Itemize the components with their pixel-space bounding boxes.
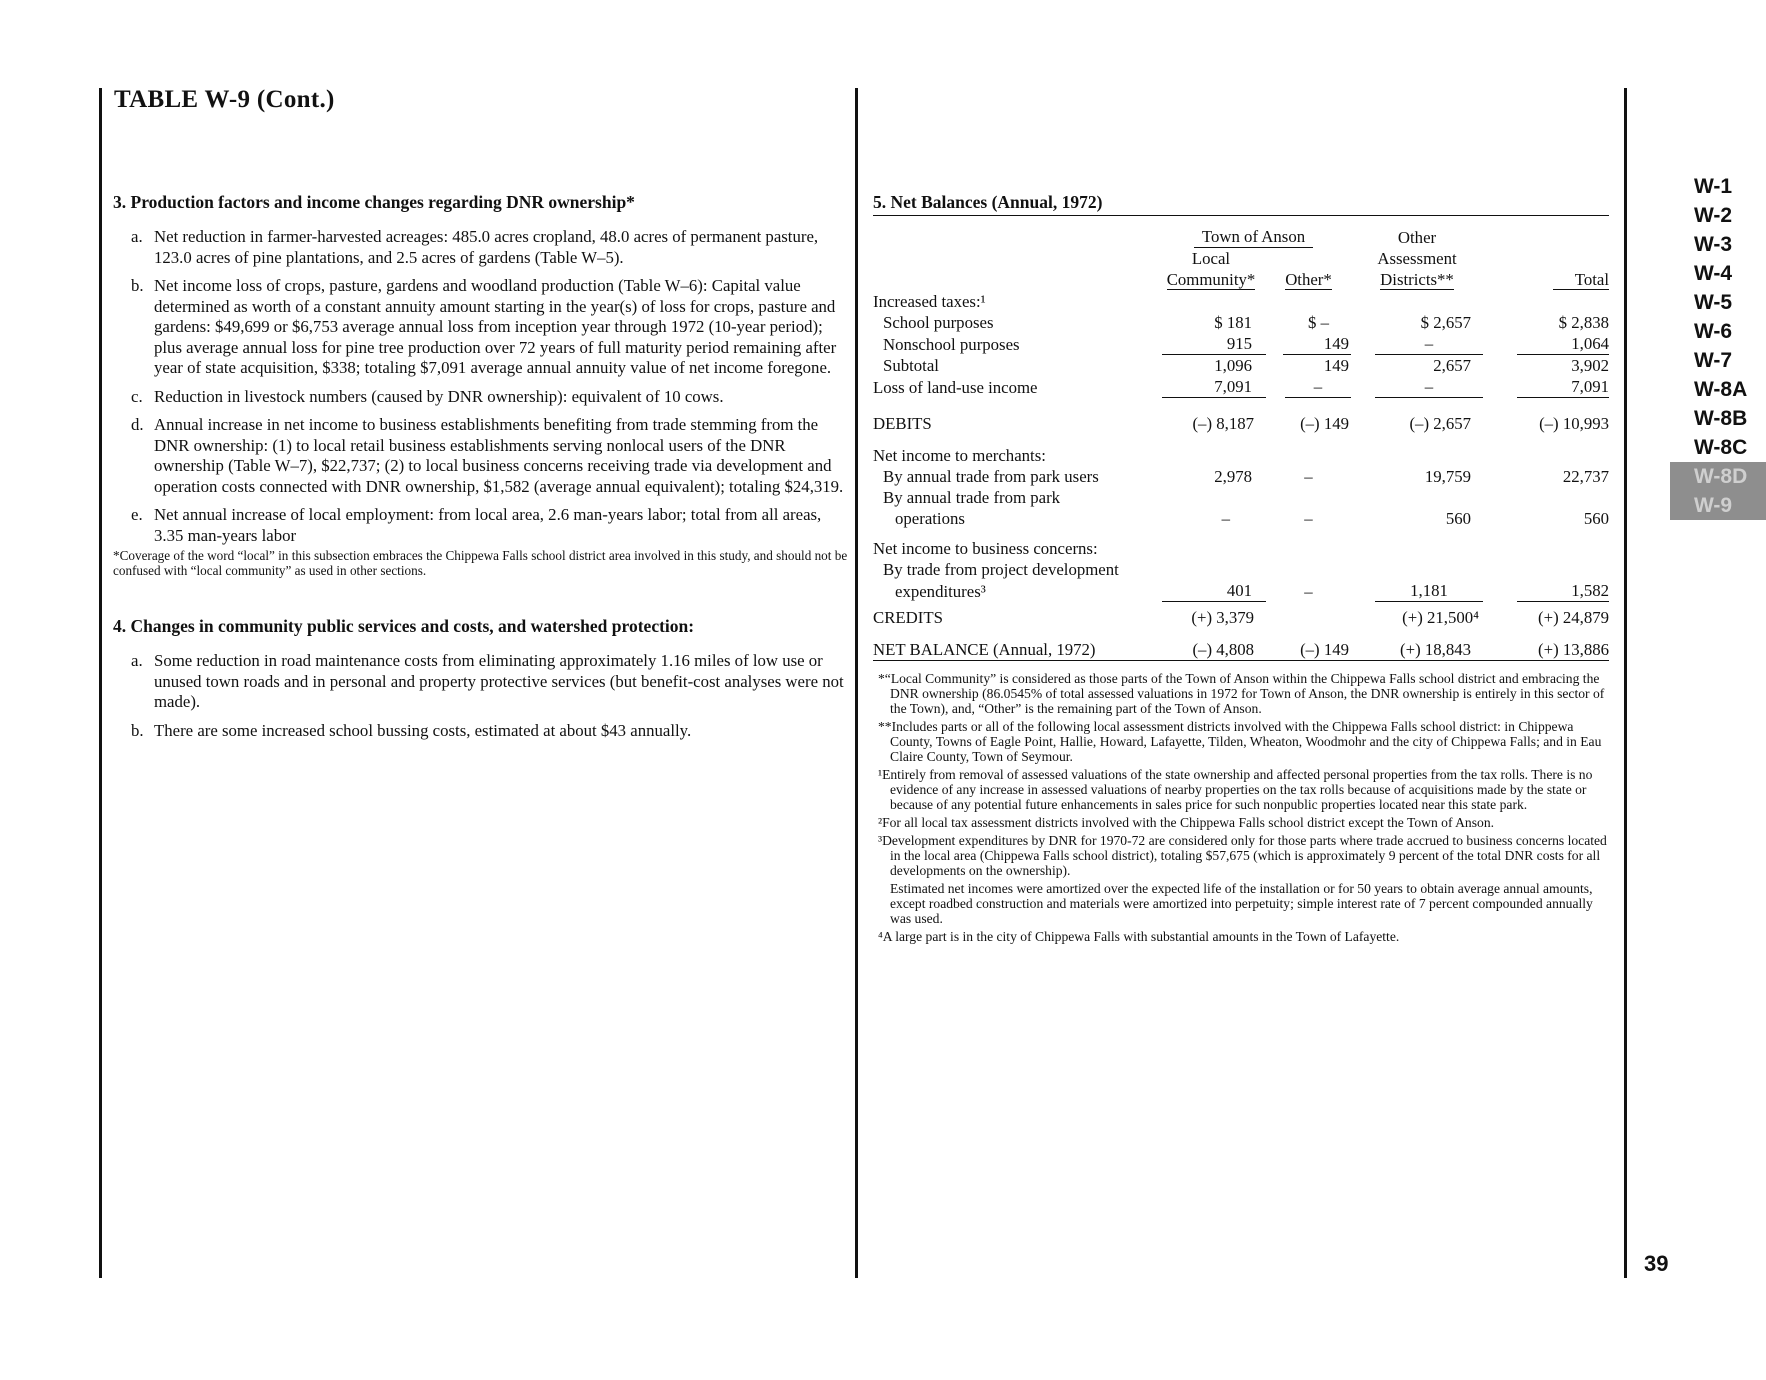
cell-other	[1266, 602, 1351, 628]
section-5-heading: 5. Net Balances (Annual, 1972)	[873, 192, 1609, 216]
section-3-footnote: *Coverage of the word “local” in this subsection embraces the Chippewa Falls school district area involved in this study, and should not be confused with “local community” as used in other sections.	[113, 548, 848, 578]
cell-local: 2,978	[1214, 467, 1252, 486]
cell-total	[1483, 434, 1609, 466]
cell-local: $ 181	[1214, 313, 1252, 332]
cell-assessment: 560	[1445, 509, 1471, 528]
row-label: By annual trade from park	[883, 488, 1061, 507]
cell-local	[1156, 559, 1266, 580]
table-row	[873, 312, 1609, 333]
cell-other: (–) 149	[1266, 628, 1351, 660]
table-row	[873, 290, 1609, 312]
cell-total: $ 2,838	[1558, 313, 1609, 332]
cell-total: 3,902	[1571, 356, 1609, 375]
section-4-heading: 4. Changes in community public services and costs, and watershed protection:	[113, 616, 695, 636]
cell-other: –	[1304, 509, 1313, 528]
cell-local: (+) 3,379	[1191, 608, 1254, 627]
cell-total: 560	[1583, 509, 1609, 528]
cell-assessment: (–) 2,657	[1409, 414, 1471, 433]
cell-local	[1156, 290, 1266, 312]
cell-assessment	[1351, 434, 1483, 466]
cell-assessment	[1351, 487, 1483, 508]
cell-other: 149	[1283, 333, 1351, 355]
item-label: e.	[131, 505, 143, 524]
row-label: Nonschool purposes	[883, 335, 1020, 354]
cell-total: 22,737	[1562, 467, 1609, 486]
item-text: Annual increase in net income to business establishments benefiting from trade stemming from the DNR ownership: (1) to local retail business establishments serving nonlocal users of the DNR ownership (Table W–7), $22,737; (2) to local business concerns receiving trade via development and operation costs connected with DNR ownership, $1,582 (average annual equivalent); totaling $24,319.	[154, 415, 844, 496]
item-label: d.	[131, 415, 144, 434]
page-title: TABLE W-9 (Cont.)	[114, 86, 335, 113]
cell-total: 1,582	[1517, 580, 1609, 602]
list-item	[131, 276, 853, 379]
cell-assessment	[1351, 529, 1483, 559]
column-header: Assessment	[1377, 249, 1457, 268]
cell-other	[1266, 529, 1351, 559]
cell-total	[1483, 290, 1609, 312]
left-column	[113, 192, 853, 749]
item-label: b.	[131, 276, 144, 295]
item-label: c.	[131, 386, 143, 406]
column-group-header: Town of Anson	[1194, 226, 1313, 248]
row-label: Net income to merchants:	[873, 446, 1046, 465]
table-row	[873, 487, 1609, 508]
list-item	[131, 227, 853, 268]
index-tab[interactable]: W-7	[1694, 349, 1733, 372]
item-label: a.	[131, 651, 143, 670]
item-label: a.	[131, 227, 143, 246]
row-label: By annual trade from park users	[883, 467, 1099, 486]
cell-total	[1483, 559, 1609, 580]
index-tab[interactable]: W-5	[1694, 291, 1733, 314]
cell-other: $ –	[1308, 313, 1329, 332]
row-label: CREDITS	[873, 608, 943, 627]
table-note: *“Local Community” is considered as those parts of the Town of Anson within the Chippewa Falls school district and embracing the DNR ownership (86.0545% of total assessed valuations in 1972 for Town of Anson, the DNR ownership is entirely in this sector of the Town), and, “Other” is the remaining part of the Town of Anson.	[878, 670, 1605, 716]
row-label: School purposes	[883, 313, 994, 332]
cell-assessment: 1,181	[1375, 580, 1483, 602]
column-header: Districts**	[1380, 270, 1454, 289]
table-note: ³Development expenditures by DNR for 1970-72 are considered only for those parts where trade accrued to business concerns located in the local area (Chippewa Falls school district), totaling $57,675 (which is approximately 9 percent of the total DNR costs for all developments on the ownership).	[878, 832, 1607, 878]
row-label: By trade from project development	[883, 560, 1119, 579]
table-notes	[873, 671, 1609, 944]
table-row	[873, 434, 1609, 466]
cell-local	[1156, 529, 1266, 559]
cell-local: –	[1221, 509, 1230, 528]
cell-other: –	[1304, 467, 1313, 486]
cell-local: 7,091	[1162, 376, 1266, 398]
index-tab[interactable]: W-3	[1694, 233, 1733, 256]
index-tab[interactable]: W-8D	[1670, 462, 1766, 491]
table-row	[873, 580, 1609, 602]
cell-total: 1,064	[1517, 333, 1609, 355]
row-label: Net income to business concerns:	[873, 539, 1098, 558]
cell-local: 401	[1162, 580, 1266, 602]
column-header: Community*	[1166, 270, 1256, 289]
column-header: Other	[1397, 228, 1437, 247]
section-4-list	[113, 651, 853, 741]
cell-assessment: (+) 21,500⁴	[1402, 608, 1479, 627]
center-column-rule	[855, 88, 858, 1278]
row-label: operations	[895, 509, 965, 528]
cell-assessment: $ 2,657	[1420, 313, 1471, 332]
cell-total	[1483, 487, 1609, 508]
table-row	[873, 559, 1609, 580]
cell-assessment: –	[1375, 376, 1483, 398]
cell-local	[1156, 434, 1266, 466]
table-note: ¹Entirely from removal of assessed valuations of the state ownership and affected personal properties from the tax rolls. There is no evidence of any increase in assessed valuations of nearby properties on the tax rolls because of acquisitions made by the state or because of any potential future enhancements in sales price for such nonpublic properties located near this state park.	[878, 766, 1593, 812]
table-row	[873, 529, 1609, 559]
index-tab[interactable]: W-8B	[1694, 407, 1748, 430]
table-row	[873, 398, 1609, 434]
item-text: Net income loss of crops, pasture, gardens and woodland production (Table W–6): Capital value determined as worth of a constant annuity amount starting in the year(s) of loss for crops, pasture and gardens: $49,699 or $6,753 average annual loss from inception year through 1972 (10-year period); plus average annual loss for pine tree production over 72 years of full maturity period remaining after year of state acquisition, $338; totaling $7,091 average annual annuity value of net income foregone.	[154, 276, 837, 377]
list-item	[131, 721, 853, 742]
row-label: Subtotal	[883, 356, 939, 375]
item-text: There are some increased school bussing costs, estimated at about $43 annually.	[154, 720, 692, 740]
cell-assessment: –	[1375, 333, 1483, 355]
table-note: Estimated net incomes were amortized over the expected life of the installation or for 50 years to obtain average annual amounts, except roadbed construction and materials were amortized into perpetuity; simple interest rate of 7 percent compounded annually was used.	[890, 880, 1593, 926]
row-label: Increased taxes:¹	[873, 292, 986, 311]
table-row	[873, 602, 1609, 628]
cell-total: 7,091	[1517, 376, 1609, 398]
cell-other	[1266, 434, 1351, 466]
item-text: Net annual increase of local employment: from local area, 2.6 man-years labor; total from all areas, 3.35 man-years labor	[154, 505, 822, 545]
section-3-list	[113, 227, 853, 546]
column-header: Other*	[1285, 270, 1332, 289]
index-tab[interactable]: W-8C	[1694, 436, 1748, 459]
item-text: Some reduction in road maintenance costs from eliminating approximately 1.16 miles of low use or unused town roads and in personal and property protective services (but benefit-cost analyses were not made).	[154, 651, 844, 711]
list-item	[131, 387, 853, 408]
section-index-tabs	[1670, 172, 1766, 520]
index-tab[interactable]: W-1	[1694, 175, 1733, 198]
index-tab[interactable]: W-8A	[1694, 378, 1748, 401]
left-margin-rule	[99, 88, 102, 1278]
table-row	[873, 466, 1609, 487]
section-3-heading: 3. Production factors and income changes regarding DNR ownership*	[113, 192, 635, 212]
table-row	[873, 508, 1609, 529]
cell-assessment	[1351, 290, 1483, 312]
cell-total: (–) 10,993	[1539, 414, 1609, 433]
row-label: NET BALANCE (Annual, 1972)	[873, 628, 1156, 660]
row-label: expenditures³	[895, 582, 986, 601]
cell-local: 915	[1162, 333, 1266, 355]
row-label: DEBITS	[873, 414, 932, 433]
cell-total: (+) 24,879	[1538, 608, 1609, 627]
index-tab[interactable]: W-9	[1670, 491, 1766, 520]
right-margin-rule	[1624, 88, 1627, 1278]
cell-assessment: 19,759	[1424, 467, 1471, 486]
cell-assessment: (+) 18,843	[1351, 628, 1483, 660]
cell-other: –	[1285, 376, 1351, 398]
table-row	[873, 628, 1609, 660]
cell-other	[1266, 559, 1351, 580]
item-label: b.	[131, 720, 144, 740]
table-note: ²For all local tax assessment districts involved with the Chippewa Falls school district except the Town of Anson.	[878, 814, 1495, 830]
table-note: ⁴A large part is in the city of Chippewa Falls with substantial amounts in the Town of Lafayette.	[878, 928, 1400, 944]
index-tab[interactable]: W-6	[1694, 320, 1733, 343]
column-header: Local	[1191, 249, 1231, 268]
table-note: **Includes parts or all of the following local assessment districts involved with the Chippewa Falls school district: in Chippewa County, Towns of Eagle Point, Hallie, Howard, Lafayette, Tilden, Wheaton, Woodmohr and the city of Chippewa Falls; and in Eau Claire County, Town of Seymour.	[878, 718, 1602, 764]
cell-total	[1483, 529, 1609, 559]
page-number: 39	[1644, 1251, 1669, 1276]
net-balances-table	[873, 226, 1609, 661]
row-label: Loss of land-use income	[873, 378, 1038, 397]
cell-assessment	[1351, 559, 1483, 580]
cell-other: 149	[1323, 356, 1349, 375]
cell-local: (–) 8,187	[1192, 414, 1254, 433]
table-row	[873, 376, 1609, 398]
cell-other	[1266, 487, 1351, 508]
list-item	[131, 505, 853, 546]
table-row	[873, 355, 1609, 376]
cell-assessment: 2,657	[1433, 356, 1471, 375]
index-tab[interactable]: W-2	[1694, 204, 1733, 227]
cell-total: (+) 13,886	[1483, 628, 1609, 660]
list-item	[131, 415, 853, 497]
index-tab[interactable]: W-4	[1694, 262, 1733, 285]
cell-local: (–) 4,808	[1156, 628, 1266, 660]
cell-other: (–) 149	[1300, 414, 1349, 433]
cell-local	[1156, 487, 1266, 508]
cell-local: 1,096	[1214, 356, 1252, 375]
cell-other: –	[1304, 582, 1313, 601]
item-text: Net reduction in farmer-harvested acreages: 485.0 acres cropland, 48.0 acres of permanent pasture, 123.0 acres of pine plantations, and 2.5 acres of gardens (Table W–5).	[154, 227, 819, 267]
column-header: Total	[1553, 270, 1609, 290]
right-column	[873, 192, 1609, 947]
cell-other	[1266, 290, 1351, 312]
list-item	[131, 651, 853, 713]
table-row	[873, 333, 1609, 355]
item-text: Reduction in livestock numbers (caused by DNR ownership): equivalent of 10 cows.	[154, 386, 724, 406]
